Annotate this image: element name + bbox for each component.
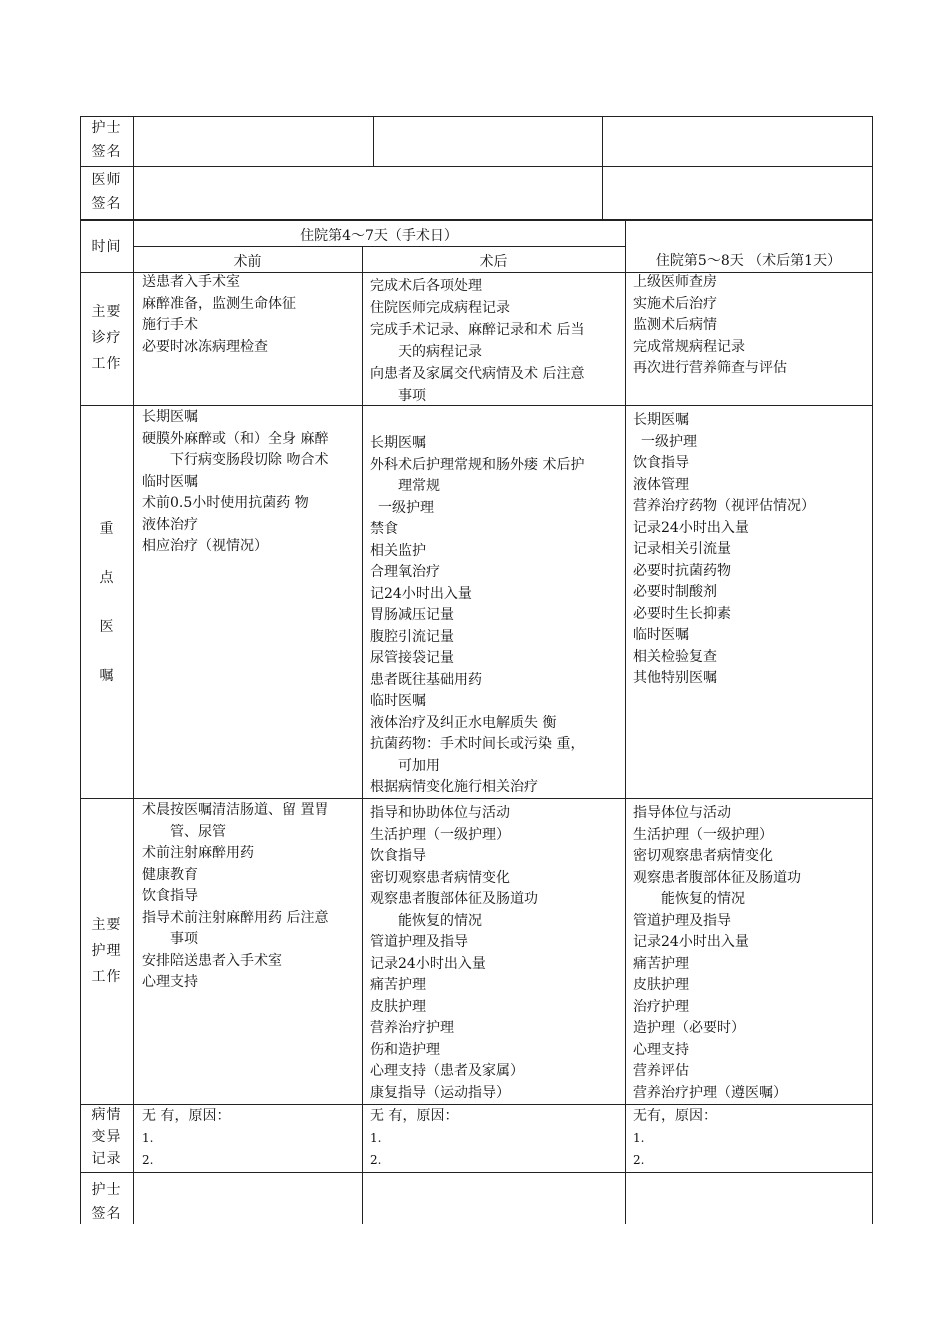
top-doctor-sign-cell-2[interactable] bbox=[603, 167, 871, 218]
main-work-post: 完成术后各项处理 住院医师完成病程记录 完成手术记录、麻醉记录和术 后当 天的病程记录 向患者及家属交代病情及术 后注意 事项 bbox=[370, 278, 585, 404]
post-op-header: 术后 bbox=[479, 254, 508, 270]
top-nurse-sign-cell-1[interactable] bbox=[134, 117, 372, 165]
main-work-day5-8: 上级医师查房 实施术后治疗 监测术后病情 完成常规病程记录 再次进行营养筛查与评估 bbox=[633, 274, 787, 376]
orders-label: 重 点 医 嘱 bbox=[99, 521, 114, 684]
main-work-pre: 送患者入手术室 麻醉准备，监测生命体征 施行手术 必要时冰冻病理检查 bbox=[142, 274, 296, 355]
bottom-nurse-sign-post[interactable] bbox=[363, 1173, 624, 1223]
variance-day5-8[interactable]: 无有，原因： 1. 2. bbox=[633, 1108, 717, 1167]
nursing-day5-8: 指导体位与活动 生活护理（一级护理） 密切观察患者病情变化 观察患者腹部体征及肠道功 能恢复的情况 管道护理及指导 记录24小时出入量 痛苦护理 皮肤护理 治疗护理 造护理（必要时） 心理支持 营养评估 营养治疗护理（遵医嘱） bbox=[633, 805, 801, 1101]
nursing-label: 主要 护理 工作 bbox=[91, 917, 122, 985]
nursing-pre: 术晨按医嘱清洁肠道、留 置胃 管、尿管 术前注射麻醉用药 健康教育 饮食指导 指导术前注射麻醉用药 后注意 事项 安排陪送患者入手术室 心理支持 bbox=[142, 802, 329, 990]
top-nurse-sign-label: 护士 签名 bbox=[91, 120, 122, 160]
top-nurse-sign-cell-3[interactable] bbox=[603, 117, 871, 165]
bottom-nurse-sign-day5-8[interactable] bbox=[626, 1173, 871, 1223]
day4-7-header: 住院第4〜7天（手术日） bbox=[300, 228, 458, 244]
bottom-nurse-sign-pre[interactable] bbox=[134, 1173, 361, 1223]
top-doctor-sign-label: 医师 签名 bbox=[91, 172, 122, 212]
variance-pre[interactable]: 无 有，原因： 1. 2. bbox=[142, 1108, 231, 1167]
nursing-post: 指导和协助体位与活动 生活护理（一级护理） 饮食指导 密切观察患者病情变化 观察患者腹部体征及肠道功 能恢复的情况 管道护理及指导 记录24小时出入量 痛苦护理 皮肤护理 营养治疗护理 伤和造护理 心理支持（患者及家属） 康复指导（运动指导） bbox=[370, 805, 538, 1101]
main-work-label: 主要 诊疗 工作 bbox=[91, 304, 122, 372]
top-nurse-sign-cell-2[interactable] bbox=[374, 117, 601, 165]
day5-8-header: 住院第5〜8天 （术后第1天） bbox=[655, 253, 842, 269]
orders-pre: 长期医嘱 硬膜外麻醉或（和）全身 麻醉 下行病变肠段切除 吻合术 临时医嘱 术前0.5小时使用抗菌药 物 液体治疗 相应治疗（视情况） bbox=[142, 409, 329, 554]
orders-post: 长期医嘱 外科术后护理常规和肠外瘘 术后护 理常规 一级护理 禁食 相关监护 合理氧治疗 记24小时出入量 胃肠减压记量 腹腔引流记量 尿管接袋记量 患者既往基础用药 临时医嘱 液体治疗及纠正水电解质失 衡 抗菌药物：手术时间长或污染 重， 可加用 根据病情变化施行相关治疗 bbox=[370, 435, 585, 795]
pre-op-header: 术前 bbox=[233, 254, 262, 270]
time-label: 时间 bbox=[91, 239, 122, 255]
top-doctor-sign-cell-1[interactable] bbox=[134, 167, 601, 218]
bottom-nurse-sign-label: 护士 签名 bbox=[91, 1182, 122, 1222]
variance-post[interactable]: 无 有，原因： 1. 2. bbox=[370, 1108, 459, 1167]
orders-day5-8: 长期医嘱 一级护理 饮食指导 液体管理 营养治疗药物（视评估情况） 记录24小时出入量 记录相关引流量 必要时抗菌药物 必要时制酸剂 必要时生长抑素 临时医嘱 相关检验复查 其他特别医嘱 bbox=[633, 412, 815, 686]
variance-label: 病情 变异 记录 bbox=[91, 1107, 122, 1167]
